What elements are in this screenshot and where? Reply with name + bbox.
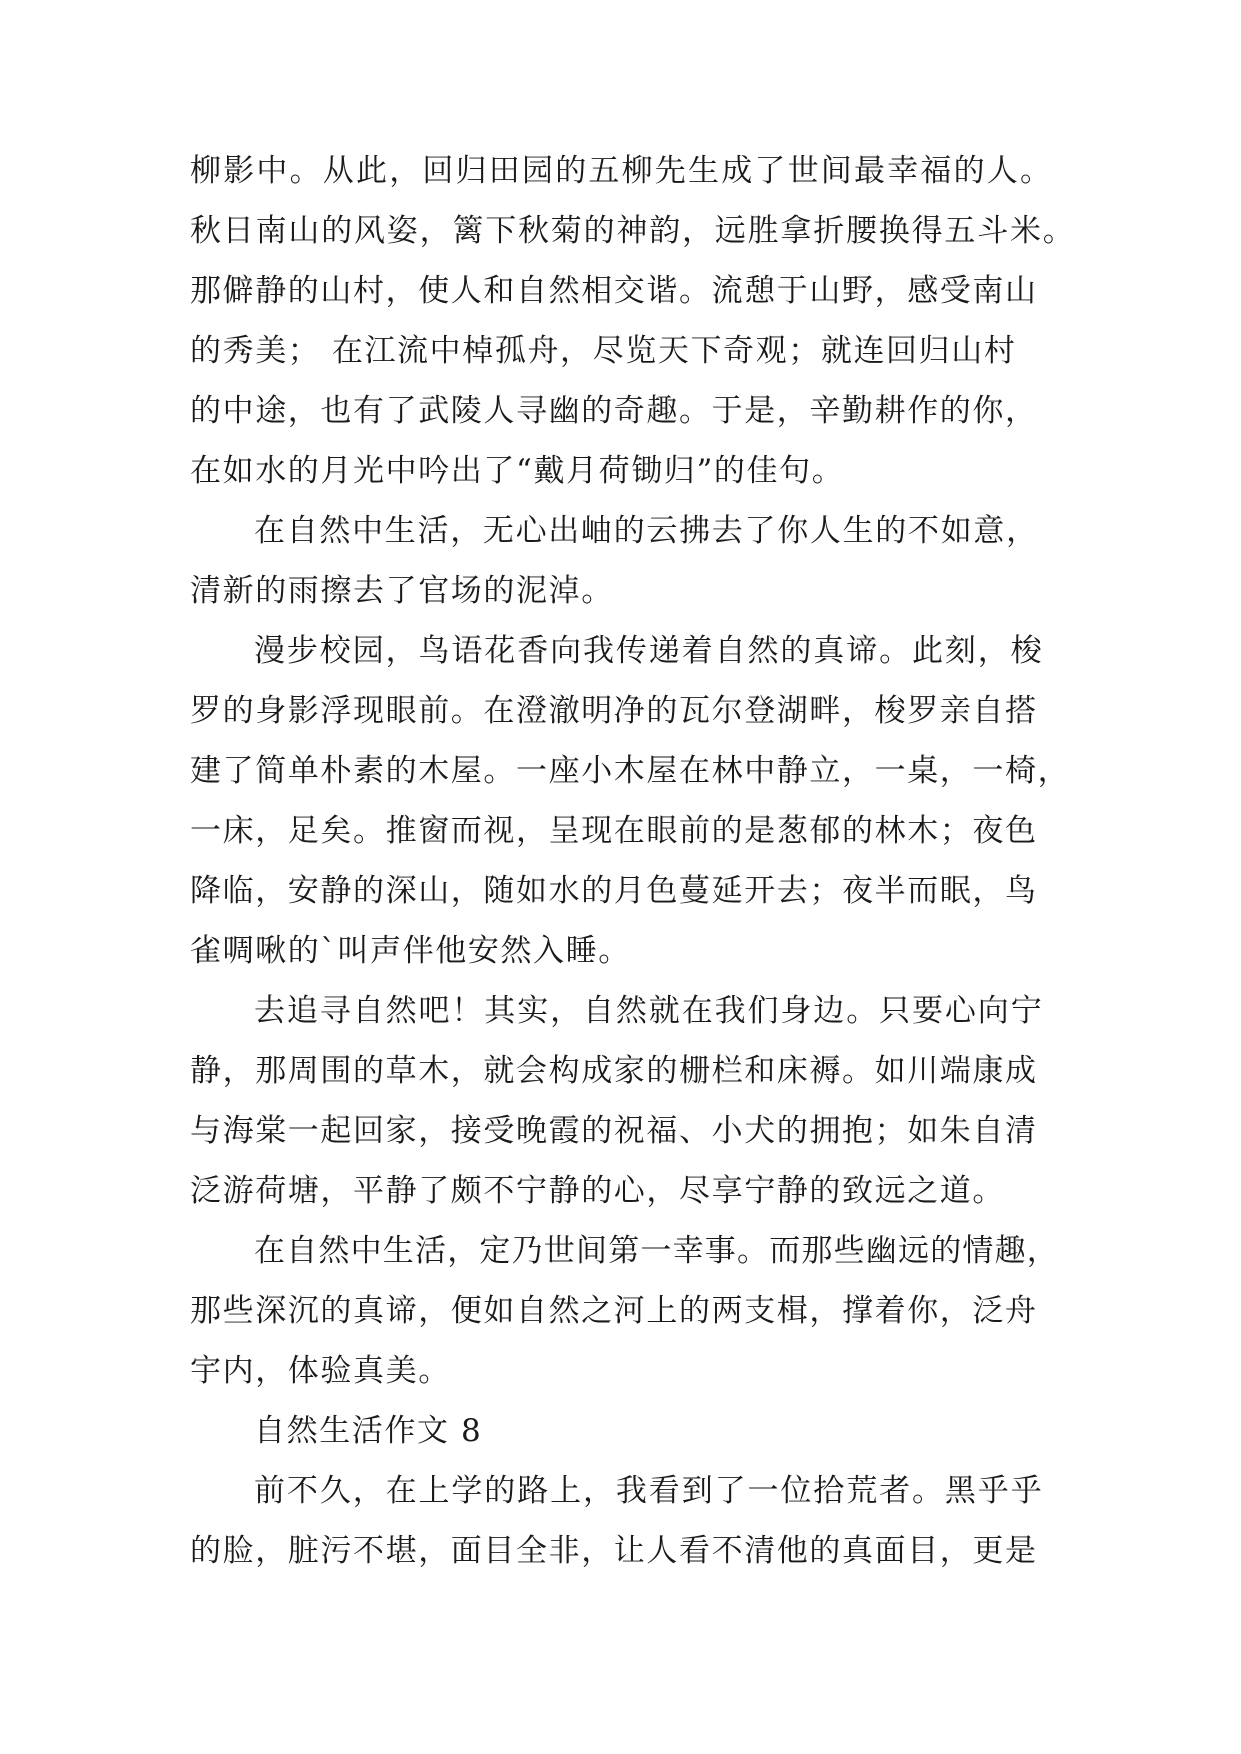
text-line: 静，那周围的草木，就会构成家的栅栏和床褥。如川端康成 (190, 1053, 1038, 1089)
text-line: 雀啁啾的`叫声伴他安然入睡。 (190, 933, 631, 969)
text-line: 罗的身影浮现眼前。在澄澈明净的瓦尔登湖畔，梭罗亲自搭 (190, 693, 1038, 729)
paragraph-first-line: 在自然中生活，定乃世间第一幸事。而那些幽远的情趣， (254, 1233, 1059, 1269)
text-line: 泛游荷塘，平静了颇不宁静的心，尽享宁静的致远之道。 (190, 1173, 1005, 1209)
text-line: 的秀美； 在江流中棹孤舟，尽览天下奇观；就连回归山村 (190, 333, 1017, 369)
text-line: 建了简单朴素的木屋。一座小木屋在林中静立，一桌，一椅， (190, 753, 1071, 789)
text-line: 那僻静的山村，使人和自然相交谐。流憩于山野，感受南山 (190, 273, 1038, 309)
paragraph-first-line: 去追寻自然吧！其实，自然就在我们身边。只要心向宁 (254, 993, 1044, 1029)
text-line: 清新的雨擦去了官场的泥淖。 (190, 573, 614, 609)
paragraph-first-line: 漫步校园，鸟语花香向我传递着自然的真谛。此刻，梭 (254, 633, 1044, 669)
text-line: 的脸，脏污不堪，面目全非，让人看不清他的真面目，更是 (190, 1533, 1038, 1569)
text-line: 宇内，体验真美。 (190, 1353, 451, 1389)
text-line: 柳影中。从此，回归田园的五柳先生成了世间最幸福的人。 (190, 153, 1054, 189)
paragraph-first-line: 前不久，在上学的路上，我看到了一位拾荒者。黑乎乎 (254, 1473, 1044, 1509)
section-heading: 自然生活作文 8 (254, 1413, 483, 1449)
text-line: 与海棠一起回家，接受晚霞的祝福、小犬的拥抱；如朱自清 (190, 1113, 1038, 1149)
text-line: 那些深沉的真谛，便如自然之河上的两支楫，撑着你，泛舟 (190, 1293, 1038, 1329)
paragraph-first-line: 在自然中生活，无心出岫的云拂去了你人生的不如意， (254, 513, 1039, 549)
text-line: 秋日南山的风姿，篱下秋菊的神韵，远胜拿折腰换得五斗米。 (190, 213, 1076, 249)
text-line: 在如水的月光中吟出了“戴月荷锄归”的佳句。 (190, 453, 845, 489)
text-line: 降临，安静的深山，随如水的月色蔓延开去；夜半而眠，鸟 (190, 873, 1038, 909)
text-line: 的中途，也有了武陵人寻幽的奇趣。于是，辛勤耕作的你， (190, 393, 1038, 429)
text-line: 一床，足矣。推窗而视，呈现在眼前的是葱郁的林木；夜色 (190, 813, 1038, 849)
